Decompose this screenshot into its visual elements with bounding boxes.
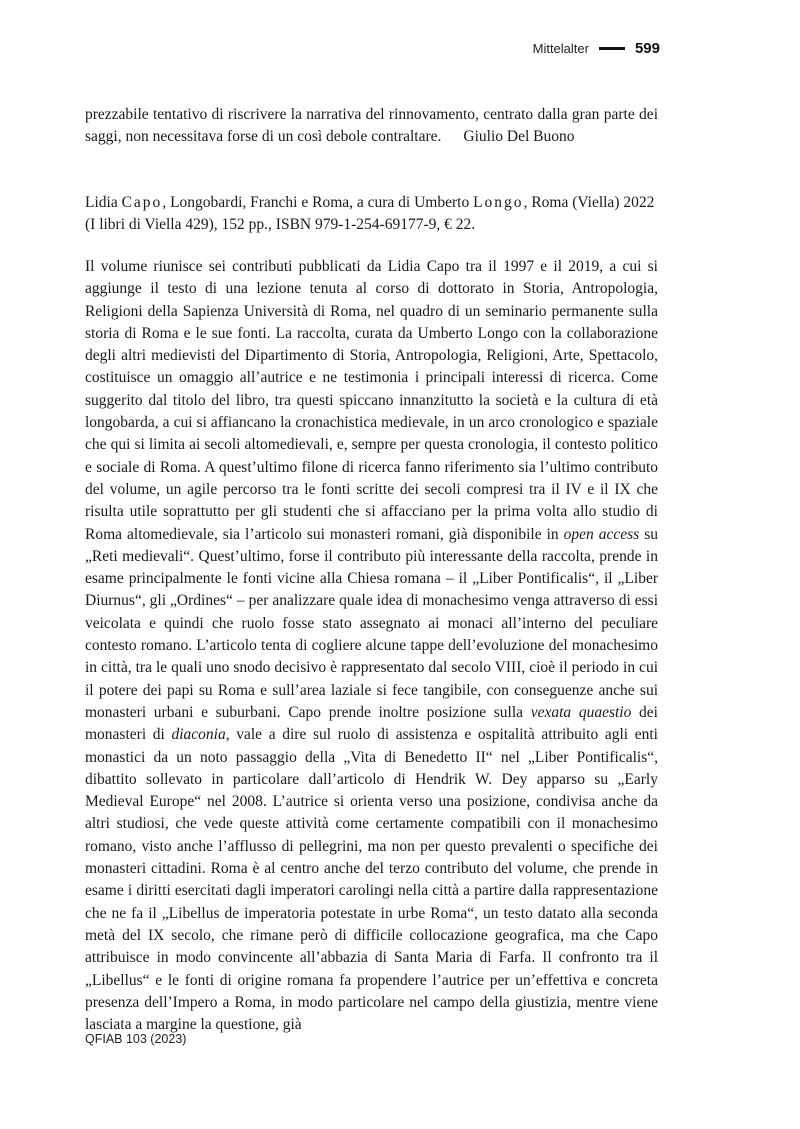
header-rule [599,47,625,50]
citation-details: , Roma (Viella) 2022 (I libri di Viella 429), 152 pp., ISBN 979-1-254-69177-9, € 22. [85,194,655,234]
reviewer-signature: Giulio Del Buono [463,128,575,146]
citation-author-last: Capo [121,194,163,211]
review-text-1: Il volume riunisce sei contributi pubblicati da Lidia Capo tra il 1997 e il 2019, a cui si aggiunge il testo di una lezione tenuta al corso di dottorato in Storia, Antropologia, Religioni della Sapienza Università di Roma, nel quadro di un seminario permanente sulla storia di Roma e le sue fonti. La raccolta, curata da Umberto Longo con la collaborazione degli altri medievisti del Dipartimento di Storia, Antropologia, Religioni, Arte, Spettacolo, costituisce un omaggio all’autrice e ne testimonia i principali interessi di ricerca. Come suggerito dal titolo del libro, tra questi spiccano innanzitutto la società e la cultura di età longobarda, a cui si affiancano la cronachistica medievale, in un arco cronologico e spaziale che qui si limita ai secoli altomedievali, e, sempre per questa cronologia, il contesto politico e sociale di Roma. A quest’ultimo filone di ricerca fanno riferimento sia l’ultimo contributo del volume, un agile percorso tra le fonti scritte dei secoli compresi tra il IV e il IX che risulta utile soprattutto per gli studenti che si affacciano per la prima volta allo studio di Roma altomedievale, sia l’articolo sui monasteri romani, già disponibile in [85,258,658,543]
previous-review-ending [85,104,658,149]
citation-editor-last: Longo [473,194,524,211]
review-text-3: dei monasteri di [85,703,658,744]
citation-author-first: Lidia [85,194,118,211]
book-citation [85,192,658,237]
page-number: 599 [634,40,660,57]
review-text-4: , vale a dire sul ruolo di assistenza e ospitalità attribuito agli enti monastici da un noto passaggio della „Vita di Benedetto II“ nel „Liber Pontificalis“, dibattito sollevato in particolare dall’articolo di Hendrik W. Dey apparso su „Early Medieval Europe“ nel 2008. L’autrice si orienta verso una posizione, condivisa anche da altri studiosi, che vede queste attività come certamente compatibili con il monachesimo romano, visto anche l’afflusso di pellegrini, ma non per questo prevalenti o specifiche dei monasteri cittadini. Roma è al centro anche del terzo contributo del volume, che prende in esame i diritti esercitati dagli imperatori carolingi nella città a partire dalla rappresentazione che ne fa il „Libellus de imperatoria potestate in urbe Roma“, un testo datato alla seconda metà del IX secolo, che rimane però di difficile collocazione geografica, ma che Capo attribuisce in modo convincente all’abbazia di Santa Maria di Farfa. Il confronto tra il „Libellus“ e le fonti di origine romana fa propendere l’autrice per un’effettiva e concreta presenza dell’Impero a Roma, in modo particolare nel campo della giustizia, mentre viene lasciata a margine la questione, già [85,726,658,1034]
review-italic-vexata-quaestio: vexata quaestio [530,703,632,721]
review-text-2: su „Reti medievali“. Quest’ultimo, forse il contributo più interessante della raccolta, prende in esame principalmente le fonti vicine alla Chiesa romana – il „Liber Pontificalis“, il „Liber Diurnus“, gli „Ordines“ – per analizzare quale idea di monachesimo venga attraverso di essi veicolata e quindi che ruolo fosse stato assegnato ai monaci all’interno del peculiare contesto romano. L’articolo tenta di cogliere alcune tappe dell’evoluzione del monachesimo in città, tra le quali uno snodo decisivo è rappresentato dal secolo VIII, cioè il periodo in cui il potere dei papi su Roma e sull’area laziale si fece tangibile, con conseguenze anche sui monasteri urbani e suburbani. Capo prende inoltre posizione sulla [85,525,658,721]
running-title: Mittelalter [532,41,589,56]
review-italic-open-access: open access [563,525,640,543]
review-italic-diaconia: diaconia [171,726,226,744]
citation-title: , Longobardi, Franchi e Roma, a cura di Umberto [162,194,470,211]
running-header [533,40,660,57]
previous-review-text: prezzabile tentativo di riscrivere la narrativa del rinnovamento, centrato dalla gran parte dei saggi, non necessitava forse di un così debole contraltare. [85,106,658,146]
review-body [85,256,658,1036]
journal-footer: QFIAB 103 (2023) [85,1032,187,1046]
